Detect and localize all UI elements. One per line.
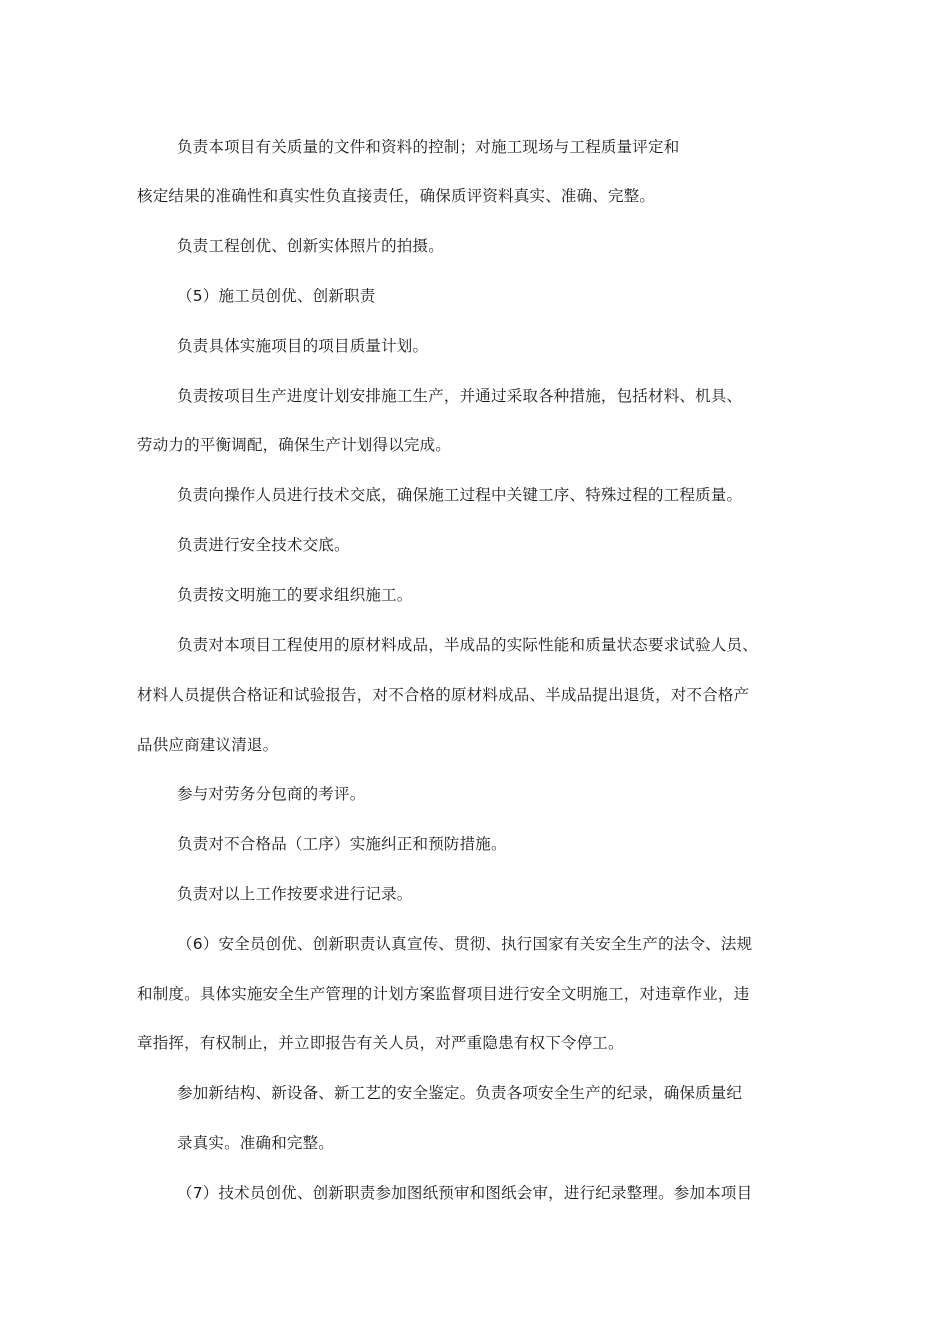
paragraph-line: 劳动力的平衡调配，确保生产计划得以完成。	[137, 436, 452, 454]
paragraph-line: 负责本项目有关质量的文件和资料的控制；对施工现场与工程质量评定和	[177, 138, 680, 156]
paragraph-line: 负责按项目生产进度计划安排施工生产，并通过采取各种措施，包括材料、机具、	[177, 387, 743, 405]
paragraph-line: 负责按文明施工的要求组织施工。	[177, 586, 413, 604]
paragraph-line: 负责对本项目工程使用的原材料成品，半成品的实际性能和质量状态要求试验人员、	[177, 636, 758, 654]
section-heading: （7）技术员创优、创新职责参加图纸预审和图纸会审，进行纪录整理。参加本项目	[177, 1184, 753, 1202]
paragraph-line: 章指挥，有权制止，并立即报告有关人员，对严重隐患有权下令停工。	[137, 1034, 624, 1052]
paragraph-line: 核定结果的准确性和真实性负直接责任，确保质评资料真实、准确、完整。	[137, 187, 656, 205]
paragraph-line: 和制度。具体实施安全生产管理的计划方案监督项目进行安全文明施工，对违章作业，违	[137, 985, 750, 1003]
section-heading: （6）安全员创优、创新职责认真宣传、贯彻、执行国家有关安全生产的法令、法规	[177, 935, 753, 953]
paragraph-line: 负责进行安全技术交底。	[177, 536, 350, 554]
paragraph-line: 品供应商建议清退。	[137, 736, 279, 754]
paragraph-line: 负责工程创优、创新实体照片的拍摄。	[177, 237, 444, 255]
paragraph-line: 负责向操作人员进行技术交底，确保施工过程中关键工序、特殊过程的工程质量。	[177, 486, 743, 504]
paragraph-line: 负责对以上工作按要求进行记录。	[177, 885, 413, 903]
paragraph-line: 录真实。准确和完整。	[177, 1134, 335, 1152]
section-heading: （5）施工员创优、创新职责	[177, 287, 376, 305]
paragraph-line: 材料人员提供合格证和试验报告，对不合格的原材料成品、半成品提出退货，对不合格产	[137, 686, 750, 704]
paragraph-line: 参与对劳务分包商的考评。	[177, 785, 366, 803]
paragraph-line: 负责具体实施项目的项目质量计划。	[177, 337, 429, 355]
paragraph-line: 参加新结构、新设备、新工艺的安全鉴定。负责各项安全生产的纪录，确保质量纪	[177, 1084, 743, 1102]
paragraph-line: 负责对不合格品（工序）实施纠正和预防措施。	[177, 835, 507, 853]
